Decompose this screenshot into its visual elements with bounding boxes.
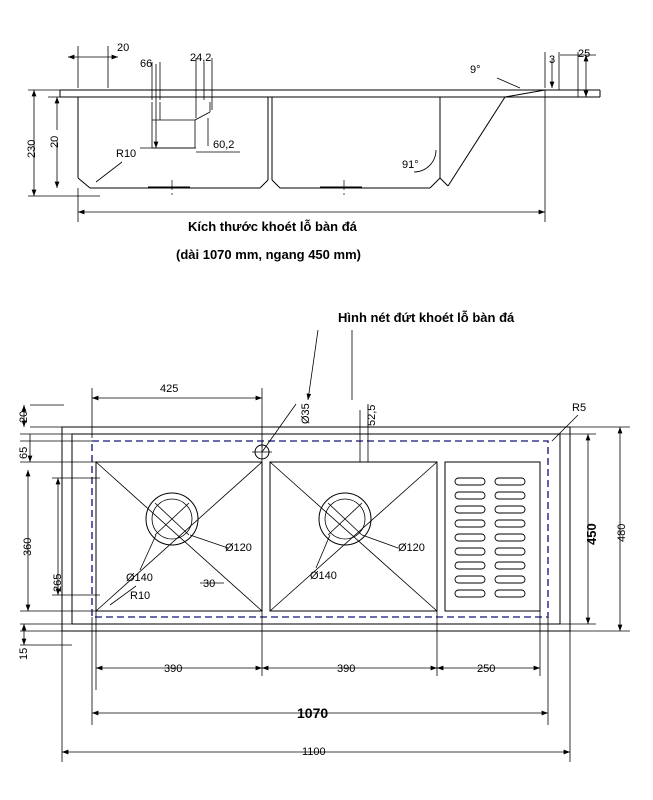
dim-d120-right: Ø120 bbox=[398, 542, 425, 554]
dim-r5: R5 bbox=[572, 402, 587, 414]
dim-250: 250 bbox=[477, 663, 496, 675]
dim-91deg: 91° bbox=[402, 159, 419, 171]
dim-66: 66 bbox=[140, 58, 153, 70]
dim-480: 480 bbox=[616, 523, 628, 542]
dim-d120-left: Ø120 bbox=[225, 542, 252, 554]
cut-outline-note: Hình nét đứt khoét lỗ bàn đá bbox=[338, 310, 515, 325]
dim-9deg: 9° bbox=[470, 64, 481, 76]
dim-265: 265 bbox=[52, 573, 64, 592]
dim-d140-right: Ø140 bbox=[310, 570, 337, 582]
dim-20: 20 bbox=[18, 410, 30, 423]
dim-65: 65 bbox=[18, 446, 30, 459]
dim-230: 230 bbox=[26, 139, 38, 158]
dim-390-left: 390 bbox=[164, 663, 183, 675]
top-title-line1: Kích thước khoét lỗ bàn đá bbox=[188, 219, 357, 234]
dim-450: 450 bbox=[584, 523, 599, 545]
dim-20-left: 20 bbox=[49, 135, 61, 148]
dim-390-right: 390 bbox=[337, 663, 356, 675]
dim-1100: 1100 bbox=[302, 746, 326, 758]
dim-24-2: 24,2 bbox=[190, 52, 212, 64]
dim-1070: 1070 bbox=[297, 705, 329, 721]
top-title-line2: (dài 1070 mm, ngang 450 mm) bbox=[176, 247, 361, 262]
dim-r10: R10 bbox=[116, 148, 137, 160]
dim-360: 360 bbox=[22, 537, 34, 556]
dim-20-top: 20 bbox=[117, 42, 130, 54]
dim-r10: R10 bbox=[130, 590, 151, 602]
dim-52-5: 52,5 bbox=[366, 404, 378, 426]
dim-d140-left: Ø140 bbox=[126, 572, 153, 584]
dim-30: 30 bbox=[203, 578, 216, 590]
dim-425: 425 bbox=[160, 383, 179, 395]
dim-d35: Ø35 bbox=[300, 403, 312, 424]
dim-15: 15 bbox=[18, 647, 30, 660]
dim-60-2: 60,2 bbox=[213, 139, 235, 151]
dim-25: 25 bbox=[578, 48, 591, 60]
dim-3: 3 bbox=[549, 54, 556, 66]
